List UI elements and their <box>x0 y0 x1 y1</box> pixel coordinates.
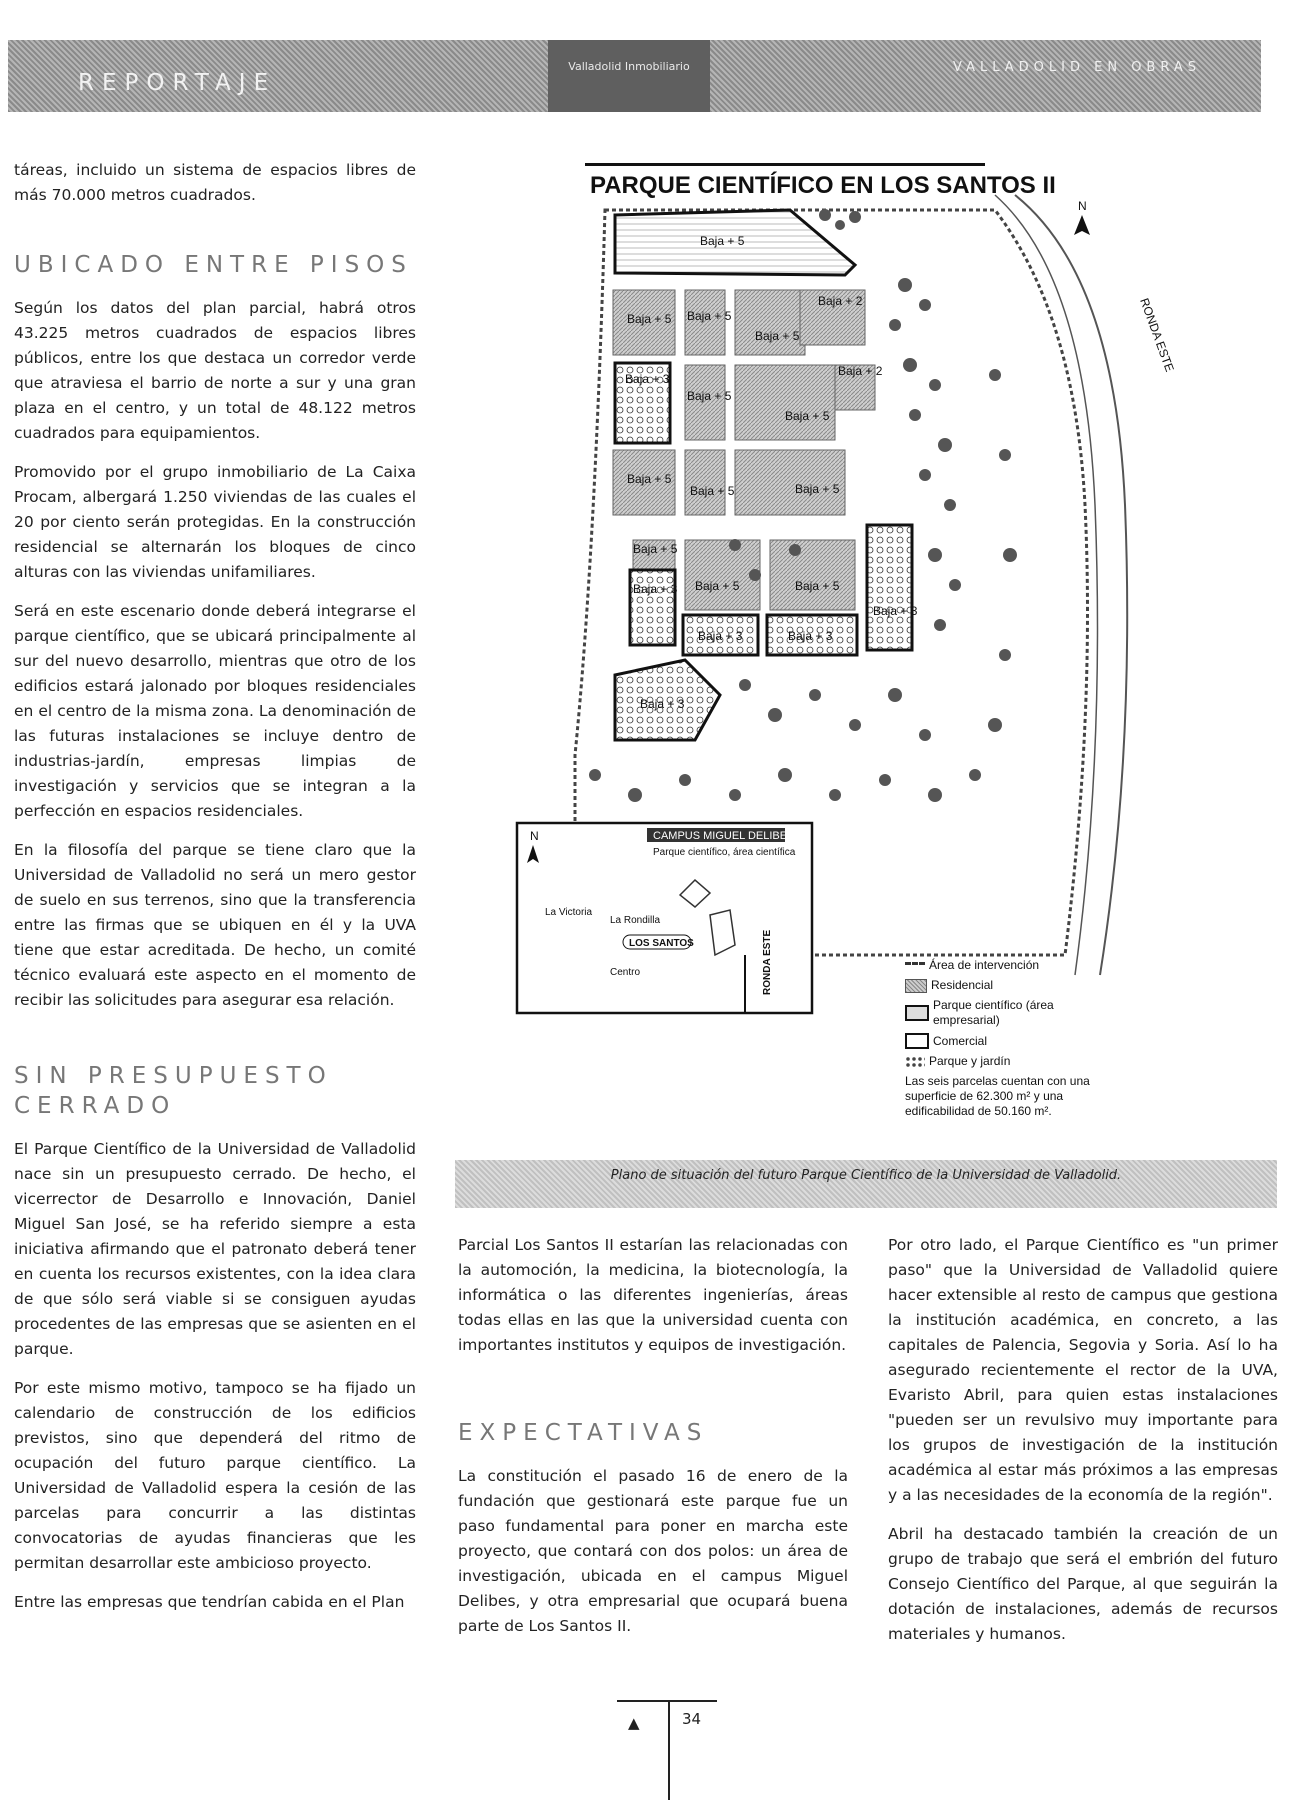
block-label: Baja + 3 <box>640 697 685 711</box>
section-title: REPORTAJE <box>78 70 277 96</box>
north-arrow-icon <box>1074 215 1090 235</box>
commercial-swatch <box>905 1033 929 1049</box>
block-label: Baja + 3 <box>625 372 670 386</box>
legend-item: Parque científico (área empresarial) <box>905 998 1090 1028</box>
paragraph: Abril ha destacado también la creación de un grupo de trabajo que será el embrión del futuro Consejo Científico del Parque, al que seguirán la dotación de instalaciones, además de recursos materiales y humanos. <box>888 1525 1278 1643</box>
block-label: Baja + 3 <box>873 604 918 618</box>
section-heading: UBICADO ENTRE PISOS <box>14 252 413 278</box>
block-label: Baja + 2 <box>818 294 863 308</box>
paragraph: Promovido por el grupo inmobiliario de La Caixa Procam, albergará 1.250 viviendas de las cuales el 20 por ciento serán protegidas. En la construcción residencial se alternarán los bloques de cinco alturas con las viviendas unifamiliares. <box>14 463 416 581</box>
page-number-rule <box>668 1700 670 1800</box>
legend-item: Área de intervención <box>905 958 1090 973</box>
page-number-rule <box>617 1700 717 1702</box>
column-right <box>888 1233 1278 1661</box>
column-middle <box>458 1233 848 1653</box>
block-label: Baja + 5 <box>795 579 840 593</box>
campus-label: CAMPUS MIGUEL DELIBES <box>653 830 795 842</box>
section-heading: EXPECTATIVAS <box>458 1420 709 1446</box>
paragraph: Entre las empresas que tendrían cabida en el Plan <box>14 1593 405 1611</box>
residential-swatch <box>905 979 927 993</box>
legend-item: Residencial <box>905 978 1090 993</box>
block-label: Baja + 5 <box>687 309 732 323</box>
paragraph: táreas, incluido un sistema de espacios libres de más 70.000 metros cuadrados. <box>14 161 416 204</box>
map-title: PARQUE CIENTÍFICO EN LOS SANTOS II <box>590 172 1056 199</box>
paragraph: Por otro lado, el Parque Científico es "un primer paso" que la Universidad de Valladolid quiere hacer extensible al resto de campus que gestiona la institución académica, en concreto, a las capitales de Palencia, Segovia y Soria. Así lo ha asegurado recientemente el rector de la UVA, Evaristo Abril, para quien estas instalaciones "pueden ser un revulsivo muy importante para los grupos de investigación de la institución académica al estar más próximos a las empresas y a las necesidades de la economía de la región". <box>888 1236 1278 1504</box>
block-label: Baja + 5 <box>695 579 740 593</box>
legend-item: Parque y jardín <box>905 1054 1090 1069</box>
block-label: Baja + 5 <box>690 484 735 498</box>
block-label: Baja + 5 <box>755 329 800 343</box>
block-label: Baja + 5 <box>687 389 732 403</box>
santos-label: LOS SANTOS <box>629 938 694 949</box>
block-label: Baja + 3 <box>633 582 678 596</box>
publication-name: Valladolid Inmobiliario <box>548 40 710 112</box>
block-label: Baja + 3 <box>788 629 833 643</box>
block-label: Baja + 5 <box>627 472 672 486</box>
legend-item: Comercial <box>905 1033 1090 1049</box>
paragraph: Parcial Los Santos II estarían las relacionadas con la automoción, la medicina, la biotecnología, la informática o las diferentes ingenierías, áreas todas ellas en las que la universidad cuenta con importantes institutos y equipos de investigación. <box>458 1236 848 1354</box>
science-park-swatch <box>905 1005 929 1021</box>
paragraph: Será en este escenario donde deberá integrarse el parque científico, que se ubicará principalmente al sur del nuevo desarrollo, mientras que otro de los edificios estará jalonado por bloques residenciales en el centro de la misma zona. La denominación de las futuras instalaciones se incluye dentro de industrias-jardín, empresas limpias de investigación y servicios que se integran a la perfección en espacios residenciales. <box>14 602 416 820</box>
inset-north-label: N <box>530 829 539 843</box>
block-label: Baja + 5 <box>633 542 678 556</box>
paragraph: La constitución el pasado 16 de enero de la fundación que gestionará este parque fue un paso fundamental para poner en marcha este proyecto, que contará con dos polos: un área de investigación, ubicada en el campus Miguel Delibes, y otra empresarial que ocupará buena parte de Los Santos II. <box>458 1467 848 1635</box>
caption-bar <box>455 1160 1277 1208</box>
victoria-label: La Victoria <box>545 907 593 918</box>
paragraph: En la filosofía del parque se tiene claro que la Universidad de Valladolid no será un mero gestor de suelo en sus terrenos, sino que la transferencia entre las firmas que se ubiquen en él y la UVA tiene que estar acreditada. De hecho, un comité técnico evaluará este aspecto en el momento de recibir las solicitudes para asegurar esa relación. <box>14 841 416 1009</box>
legend-note: Las seis parcelas cuentan con una superficie de 62.300 m² y una edificabilidad de 50.160 m². <box>905 1074 1090 1118</box>
campus-sub-label: Parque científico, área científica <box>653 847 796 858</box>
paragraph: Según los datos del plan parcial, habrá otros 43.225 metros cuadrados de espacios libres públicos, entre los que destaca un corredor verde que atraviesa el barrio de norte a sur y una gran plaza en el centro, y un total de 48.122 metros cuadrados para equipamientos. <box>14 299 416 442</box>
paragraph: El Parque Científico de la Universidad de Valladolid nace sin un presupuesto cerrado. De hecho, el vicerrector de Desarrollo e Innovación, Daniel Miguel San José, se ha referido siempre a esta iniciativa afirmando que el patronato deberá tener en cuenta los recursos existentes, con la idea clara de que sólo será viable si se consiguen ayudas procedentes de las empresas que se asienten en el parque. <box>14 1140 416 1358</box>
block-label: Baja + 3 <box>698 629 743 643</box>
page-header <box>8 40 1261 112</box>
block-label: Baja + 2 <box>838 364 883 378</box>
series-title: VALLADOLID EN OBRAS <box>953 60 1201 75</box>
inset-road-label: RONDA ESTE <box>762 929 773 995</box>
block-label: Baja + 5 <box>795 482 840 496</box>
page-number: 34 <box>682 1710 702 1728</box>
centro-label: Centro <box>610 967 641 978</box>
block-label: Baja + 5 <box>700 234 745 248</box>
column-left <box>14 158 416 1629</box>
tree-icon <box>905 1056 925 1068</box>
block-label: Baja + 5 <box>785 409 830 423</box>
block-label: Baja + 5 <box>627 312 672 326</box>
logo-icon: ▲ <box>628 1714 640 1732</box>
north-label: N <box>1078 199 1087 213</box>
map-caption: Plano de situación del futuro Parque Científico de la Universidad de Valladolid. <box>610 1168 1122 1183</box>
intervention-swatch <box>905 962 925 969</box>
rondilla-label: La Rondilla <box>610 915 661 926</box>
paragraph: Por este mismo motivo, tampoco se ha fijado un calendario de construcción de los edificios previstos, sino que dependerá del ritmo de ocupación del futuro parque científico. La Universidad de Valladolid espera la cesión de las parcelas para concurrir a las distintas convocatorias de ayudas financieras que les permitan desarrollar este ambicioso proyecto. <box>14 1379 416 1572</box>
section-heading: SIN PRESUPUESTO CERRADO <box>14 1063 333 1119</box>
road-label: RONDA ESTE <box>1137 296 1177 374</box>
map-legend <box>905 958 1090 1119</box>
